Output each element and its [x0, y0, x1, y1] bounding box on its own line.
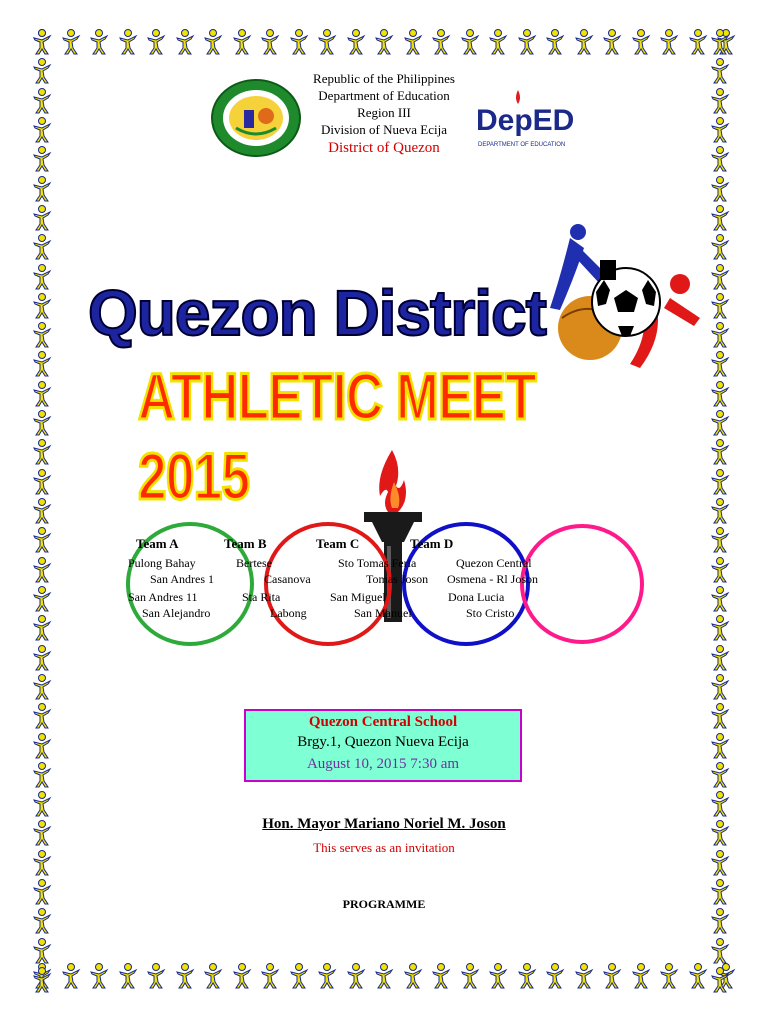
team-entry: Tomas Joson	[366, 572, 429, 586]
border-figure-icon	[708, 233, 738, 261]
border-figure-icon	[708, 732, 738, 760]
header-line-4: Division of Nueva Ecija	[321, 122, 447, 137]
border-figure-icon	[708, 644, 738, 672]
border-figure-icon	[30, 350, 60, 378]
venue-datetime: August 10, 2015 7:30 am	[306, 756, 460, 772]
sports-clipart	[530, 218, 704, 374]
border-figure-icon	[708, 614, 738, 642]
border-figure-icon	[30, 673, 60, 701]
border-figure-icon	[401, 962, 425, 992]
team-entry: San Andres 11	[128, 590, 198, 604]
border-figure-icon	[708, 556, 738, 584]
border-figure-icon	[173, 962, 197, 992]
border-figure-icon	[708, 761, 738, 789]
team-c-header: Team C	[316, 536, 360, 551]
border-figure-icon	[287, 28, 311, 58]
title-athletic-meet: ATHLETIC MEET 2015	[138, 359, 536, 513]
border-figure-icon	[287, 962, 311, 992]
border-figure-icon	[515, 962, 539, 992]
border-figure-icon	[629, 28, 653, 58]
border-figure-icon	[572, 962, 596, 992]
border-figure-icon	[708, 438, 738, 466]
header-line-2: Department of Education	[318, 88, 450, 103]
team-entry: Casanova	[264, 572, 311, 586]
border-figure-icon	[429, 962, 453, 992]
border-figure-icon	[486, 28, 510, 58]
venue-box	[244, 709, 522, 782]
border-figure-icon	[686, 962, 710, 992]
border-figure-icon	[686, 28, 710, 58]
border-figure-icon	[116, 28, 140, 58]
title-quezon-district: Quezon District	[88, 277, 546, 349]
mayor-name: Hon. Mayor Mariano Noriel M. Joson	[262, 816, 506, 832]
team-entry: San Miguel	[330, 590, 386, 604]
border-figure-icon	[30, 937, 60, 965]
border-figure-icon	[708, 380, 738, 408]
border-figure-icon	[30, 175, 60, 203]
border-figure-icon	[315, 28, 339, 58]
border-figure-icon	[708, 673, 738, 701]
border-figure-icon	[372, 962, 396, 992]
venue-address: Brgy.1, Quezon Nueva Ecija	[297, 734, 469, 750]
header-line-1: Republic of the Philippines	[313, 71, 455, 86]
border-figure-icon	[30, 380, 60, 408]
border-figure-icon	[30, 526, 60, 554]
border-figure-icon	[30, 702, 60, 730]
team-entry: Sto Cristo	[466, 606, 515, 620]
border-figure-icon	[708, 204, 738, 232]
border-figure-icon	[572, 28, 596, 58]
border-figure-icon	[30, 321, 60, 349]
border-figure-icon	[708, 702, 738, 730]
border-figure-icon	[87, 28, 111, 58]
border-figure-icon	[429, 28, 453, 58]
border-figure-icon	[30, 585, 60, 613]
border-figure-icon	[258, 28, 282, 58]
border-figure-icon	[458, 28, 482, 58]
border-figure-icon	[344, 28, 368, 58]
team-entry: Labong	[270, 606, 307, 620]
border-figure-icon	[401, 28, 425, 58]
district-name: District of Quezon	[328, 140, 440, 156]
border-figure-icon	[708, 263, 738, 291]
team-b-header: Team B	[224, 536, 267, 551]
border-figure-icon	[344, 962, 368, 992]
team-entry: Sta Rita	[242, 590, 281, 604]
team-entry: Pulong Bahay	[128, 556, 196, 570]
border-figure-icon	[116, 962, 140, 992]
team-entry: San Andres 1	[150, 572, 214, 586]
border-figure-icon	[30, 790, 60, 818]
border-bottom	[30, 962, 738, 992]
border-figure-icon	[708, 790, 738, 818]
border-figure-icon	[201, 962, 225, 992]
border-figure-icon	[144, 28, 168, 58]
border-figure-icon	[708, 175, 738, 203]
border-figure-icon	[30, 614, 60, 642]
border-figure-icon	[30, 233, 60, 261]
border-figure-icon	[600, 962, 624, 992]
border-figure-icon	[708, 937, 738, 965]
border-figure-icon	[708, 350, 738, 378]
border-figure-icon	[30, 497, 60, 525]
border-figure-icon	[708, 585, 738, 613]
team-entry: Osmena - Rl Joson	[447, 572, 538, 586]
header	[0, 70, 768, 157]
team-entry: Bertese	[236, 556, 272, 570]
team-a-header: Team A	[136, 536, 179, 551]
team-entry: San Alejandro	[142, 606, 211, 620]
team-entry: Sto Tomas Feria	[338, 556, 417, 570]
border-figure-icon	[30, 292, 60, 320]
team-d-header: Team D	[410, 536, 454, 551]
border-figure-icon	[629, 962, 653, 992]
border-figure-icon	[230, 962, 254, 992]
invitation-note: This serves as an invitation	[313, 840, 455, 855]
border-figure-icon	[30, 263, 60, 291]
deped-logo-subtext: DEPARTMENT OF EDUCATION	[478, 142, 566, 148]
border-figure-icon	[708, 28, 738, 56]
border-figure-icon	[708, 321, 738, 349]
border-figure-icon	[30, 409, 60, 437]
border-figure-icon	[87, 962, 111, 992]
border-figure-icon	[657, 28, 681, 58]
team-entry: San Manuel	[354, 606, 412, 620]
team-entry: Dona Lucia	[448, 590, 505, 604]
border-figure-icon	[30, 556, 60, 584]
header-line-3: Region III	[357, 105, 411, 120]
border-figure-icon	[230, 28, 254, 58]
border-figure-icon	[515, 28, 539, 58]
border-figure-icon	[30, 732, 60, 760]
border-figure-icon	[657, 962, 681, 992]
border-figure-icon	[30, 28, 60, 56]
deped-logo-text: DepED	[476, 104, 574, 137]
border-figure-icon	[708, 966, 738, 994]
border-figure-icon	[30, 761, 60, 789]
border-figure-icon	[30, 644, 60, 672]
border-figure-icon	[59, 962, 83, 992]
border-figure-icon	[708, 497, 738, 525]
border-top	[30, 28, 738, 58]
deped-logo	[474, 80, 574, 152]
border-figure-icon	[315, 962, 339, 992]
border-figure-icon	[30, 966, 60, 994]
border-figure-icon	[708, 468, 738, 496]
border-figure-icon	[372, 28, 396, 58]
ring-pink	[522, 526, 642, 642]
border-figure-icon	[486, 962, 510, 992]
border-figure-icon	[201, 28, 225, 58]
programme-heading: PROGRAMME	[342, 897, 426, 911]
border-figure-icon	[144, 962, 168, 992]
border-figure-icon	[543, 28, 567, 58]
border-figure-icon	[59, 28, 83, 58]
border-figure-icon	[600, 28, 624, 58]
border-figure-icon	[30, 204, 60, 232]
venue-school: Quezon Central School	[308, 714, 458, 730]
border-figure-icon	[30, 438, 60, 466]
border-figure-icon	[543, 962, 567, 992]
border-figure-icon	[708, 526, 738, 554]
border-figure-icon	[173, 28, 197, 58]
border-figure-icon	[30, 468, 60, 496]
border-figure-icon	[458, 962, 482, 992]
border-figure-icon	[708, 409, 738, 437]
border-figure-icon	[258, 962, 282, 992]
border-figure-icon	[708, 292, 738, 320]
team-entry: Quezon Central	[456, 556, 532, 570]
